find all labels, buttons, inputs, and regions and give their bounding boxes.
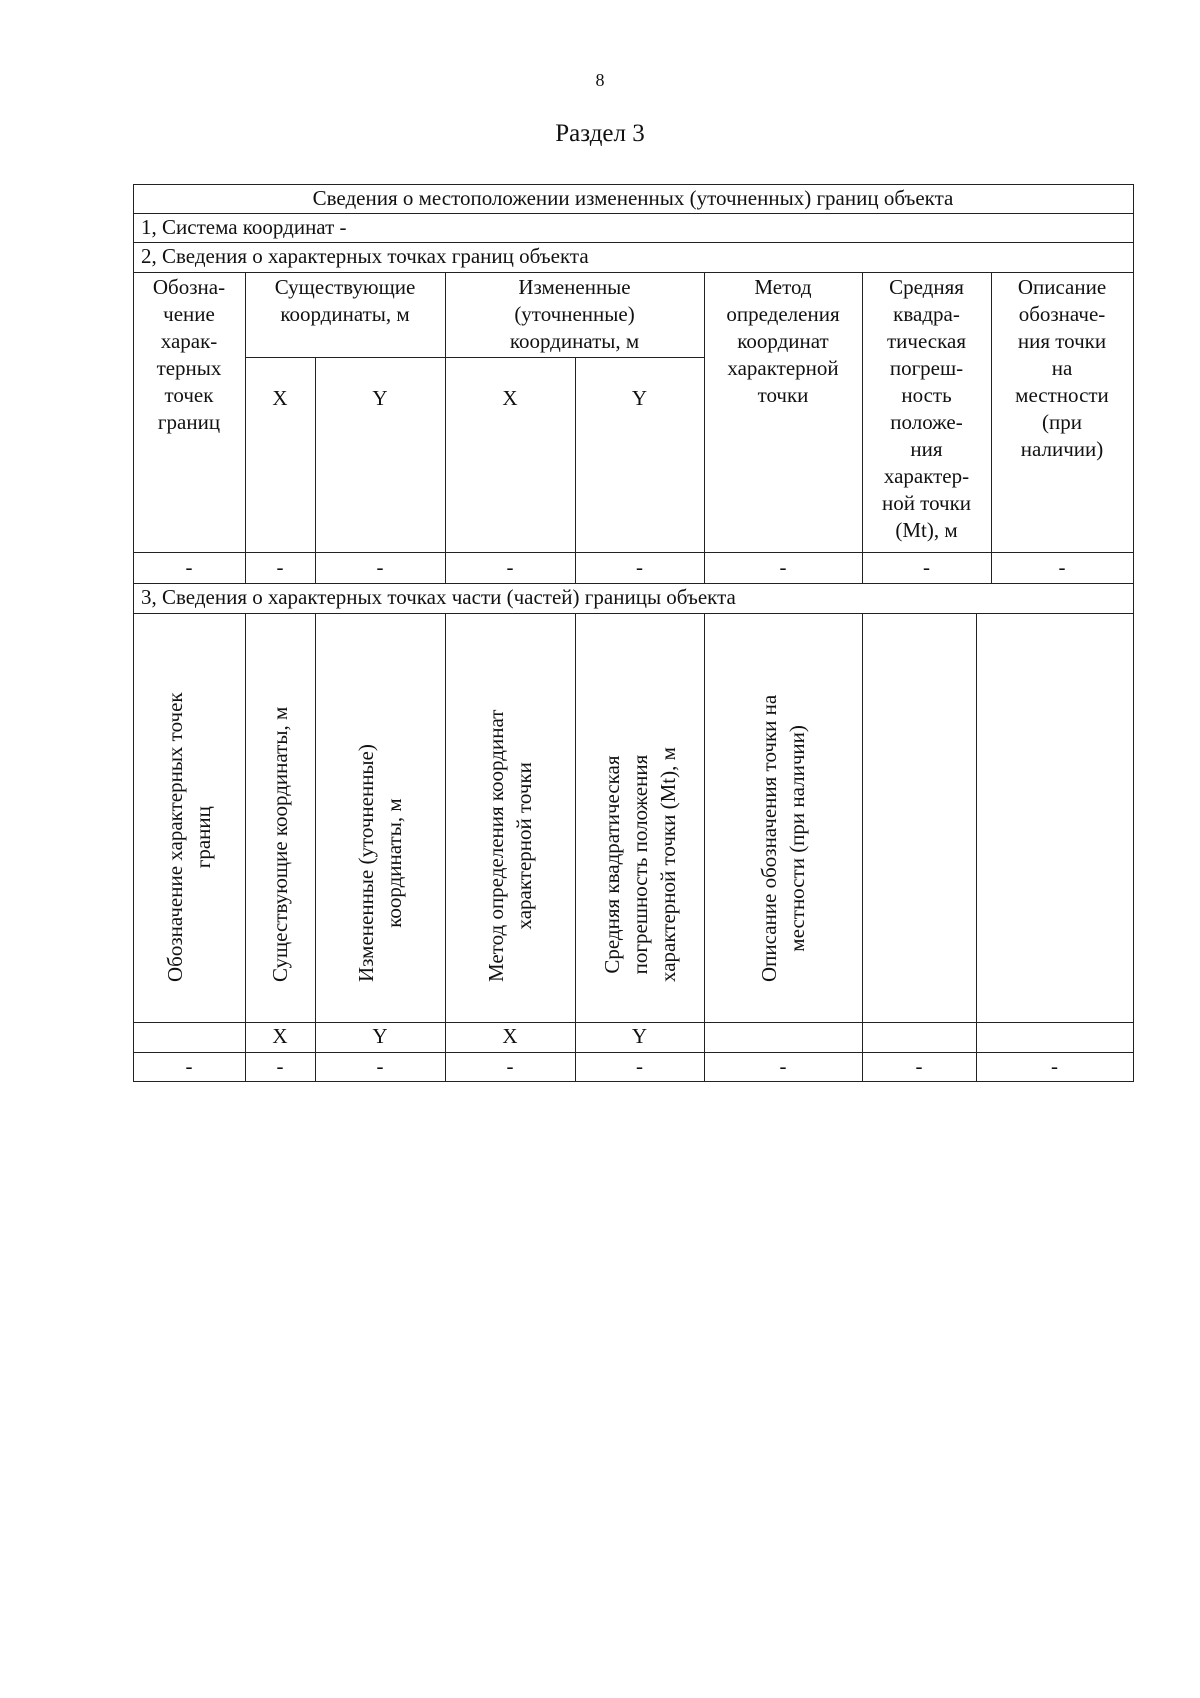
header-existing-x: X xyxy=(272,386,288,410)
dash-cell: - xyxy=(376,1054,384,1078)
dash-cell: - xyxy=(779,1054,787,1078)
dash-cell: - xyxy=(276,1054,284,1078)
table-rule xyxy=(245,613,246,1082)
header-method: Метод определения координат характерной точки xyxy=(726,275,840,407)
dash-cell: - xyxy=(923,555,930,579)
table-rule xyxy=(575,613,576,1082)
header-existing-y: Y xyxy=(372,386,388,410)
vheader-existing-coords: Существующие координаты, м xyxy=(268,706,292,982)
vheader-error: Средняя квадратическая погрешность положения характерной точки (Mt), м xyxy=(599,747,680,982)
header-changed-y: Y xyxy=(631,386,648,410)
dash-cell: - xyxy=(636,555,643,579)
lower-y-label: Y xyxy=(372,1024,388,1048)
dash-cell: - xyxy=(1058,555,1066,579)
header-error: Средняя квадра- тическая погреш- ность положе- ния характер- ной точки (Mt), м xyxy=(881,275,972,542)
table-title: Сведения о местоположении измененных (уточненных) границ объекта xyxy=(312,186,954,210)
dash-cell: - xyxy=(636,1054,643,1078)
table-bottom-rule xyxy=(133,1081,1134,1082)
header-designation: Обозна- чение харак- терных точек границ xyxy=(152,275,226,434)
dash-cell: - xyxy=(506,1054,514,1078)
table-rule xyxy=(976,613,977,1082)
vheader-method: Метод определения координат характерной точки xyxy=(484,709,536,982)
table-rule xyxy=(445,613,446,1082)
coordinate-system-row: 1, Система координат - xyxy=(141,215,347,239)
table-rule xyxy=(133,552,1134,553)
dash-cell: - xyxy=(779,555,787,579)
vheader-changed-coords: Измененные (уточненные) координаты, м xyxy=(354,744,406,982)
coords-subheader-rule xyxy=(245,357,446,358)
header-changed-x: X xyxy=(502,386,518,410)
boundary-part-points-row: 3, Сведения о характерных точках части (частей) границы объекта xyxy=(141,585,736,609)
dash-cell: - xyxy=(1051,1054,1058,1078)
table-rule xyxy=(704,613,705,1082)
vheader-description: Описание обозначения точки на местности (при наличии) xyxy=(757,694,809,982)
header-changed-coords: Измененные (уточненные) координаты, м xyxy=(509,275,640,353)
page-number: 8 xyxy=(595,70,605,90)
section-title: Раздел 3 xyxy=(555,120,645,147)
dash-cell: - xyxy=(185,1054,193,1078)
vheader-designation: Обозначение характерных точек границ xyxy=(163,692,215,982)
header-existing-coords: Существующие координаты, м xyxy=(274,275,416,326)
lower-x-label: X xyxy=(502,1024,518,1048)
dash-cell: - xyxy=(506,555,514,579)
dash-cell: - xyxy=(915,1054,923,1078)
lower-y-label: Y xyxy=(631,1024,648,1048)
dash-cell: - xyxy=(185,555,193,579)
dash-cell: - xyxy=(276,555,284,579)
boundary-points-row: 2, Сведения о характерных точках границ объекта xyxy=(141,244,589,268)
header-description: Описание обозначе- ния точки на местности (при наличии) xyxy=(1015,275,1109,461)
table-rule xyxy=(133,272,1134,273)
table-rule xyxy=(133,613,1134,614)
table-right-rule xyxy=(1133,184,1134,1082)
table-rule xyxy=(315,613,316,1082)
table-rule xyxy=(862,613,863,1082)
dash-cell: - xyxy=(376,555,384,579)
lower-x-label: X xyxy=(272,1024,288,1048)
